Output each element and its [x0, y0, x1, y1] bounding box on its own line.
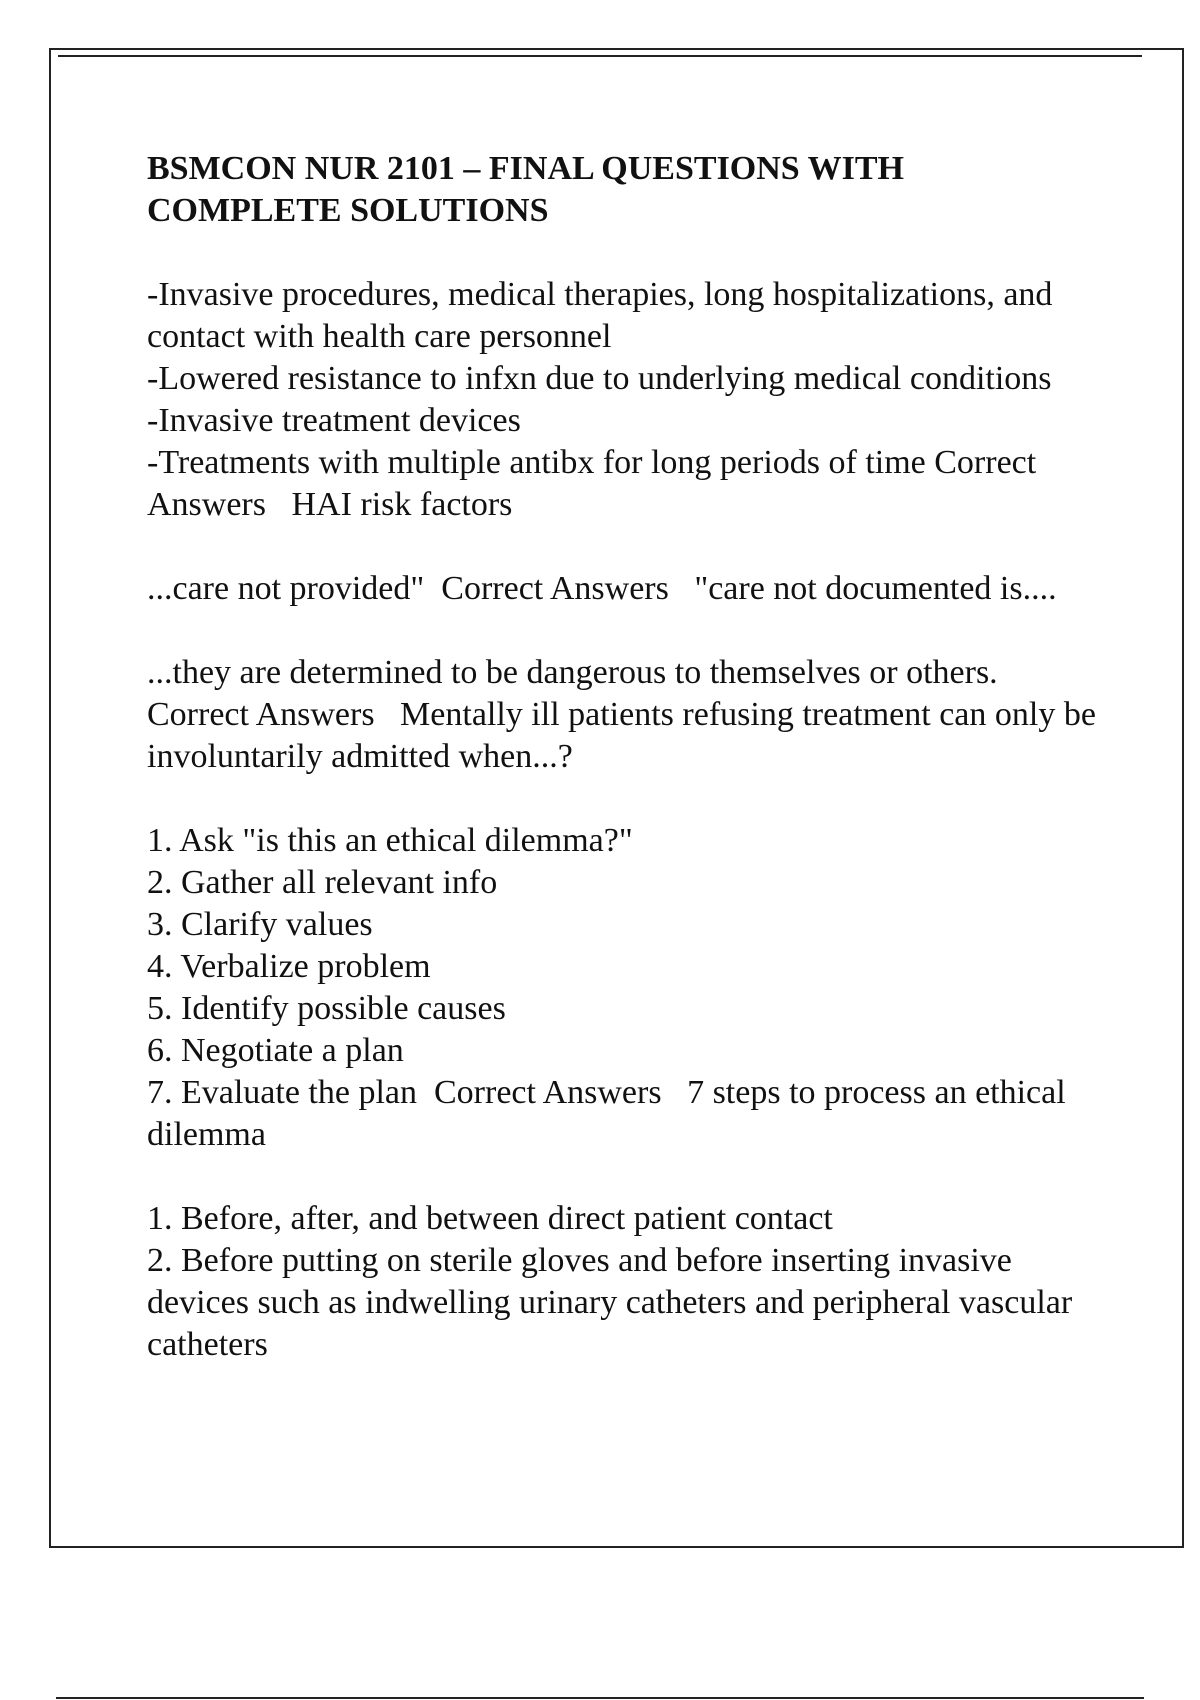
text-line: ...care not provided" Correct Answers "care not documented is.... — [147, 570, 1057, 607]
text-line: -Treatments with multiple antibx for long periods of time Correct Answers HAI risk factors — [147, 444, 1043, 523]
qa-block-involuntary-admission — [147, 652, 1107, 778]
text-line: -Invasive procedures, medical therapies, long hospitalizations, and contact with health care personnel — [147, 276, 1061, 355]
bottom-rule — [56, 1697, 1144, 1699]
qa-block-ethical-dilemma-steps — [147, 820, 1107, 1156]
document-content — [147, 148, 1107, 1408]
text-line: 4. Verbalize problem — [147, 948, 431, 985]
qa-block-hai-risk-factors — [147, 274, 1107, 526]
text-line: 6. Negotiate a plan — [147, 1032, 404, 1069]
text-line: 7. Evaluate the plan Correct Answers 7 steps to process an ethical dilemma — [147, 1074, 1075, 1153]
text-line: 3. Clarify values — [147, 906, 373, 943]
text-line: 2. Gather all relevant info — [147, 864, 498, 901]
text-line: ...they are determined to be dangerous to themselves or others. Correct Answers Mentally ill patients refusing treatment can only be involuntarily admitted when...? — [147, 654, 1105, 775]
page-frame — [49, 48, 1184, 1548]
text-line: -Invasive treatment devices — [147, 402, 521, 439]
text-line: 2. Before putting on sterile gloves and before inserting invasive devices such as indwelling urinary catheters and peripheral vascular catheters — [147, 1242, 1081, 1363]
top-rule — [58, 55, 1142, 57]
text-line: -Lowered resistance to infxn due to underlying medical conditions — [147, 360, 1052, 397]
qa-block-care-not-documented — [147, 568, 1107, 610]
text-line: 5. Identify possible causes — [147, 990, 506, 1027]
text-line: 1. Before, after, and between direct patient contact — [147, 1200, 833, 1237]
document-title: BSMCON NUR 2101 – FINAL QUESTIONS WITH COMPLETE SOLUTIONS — [147, 150, 904, 229]
qa-block-hand-hygiene — [147, 1198, 1107, 1366]
text-line: 1. Ask "is this an ethical dilemma?" — [147, 822, 633, 859]
